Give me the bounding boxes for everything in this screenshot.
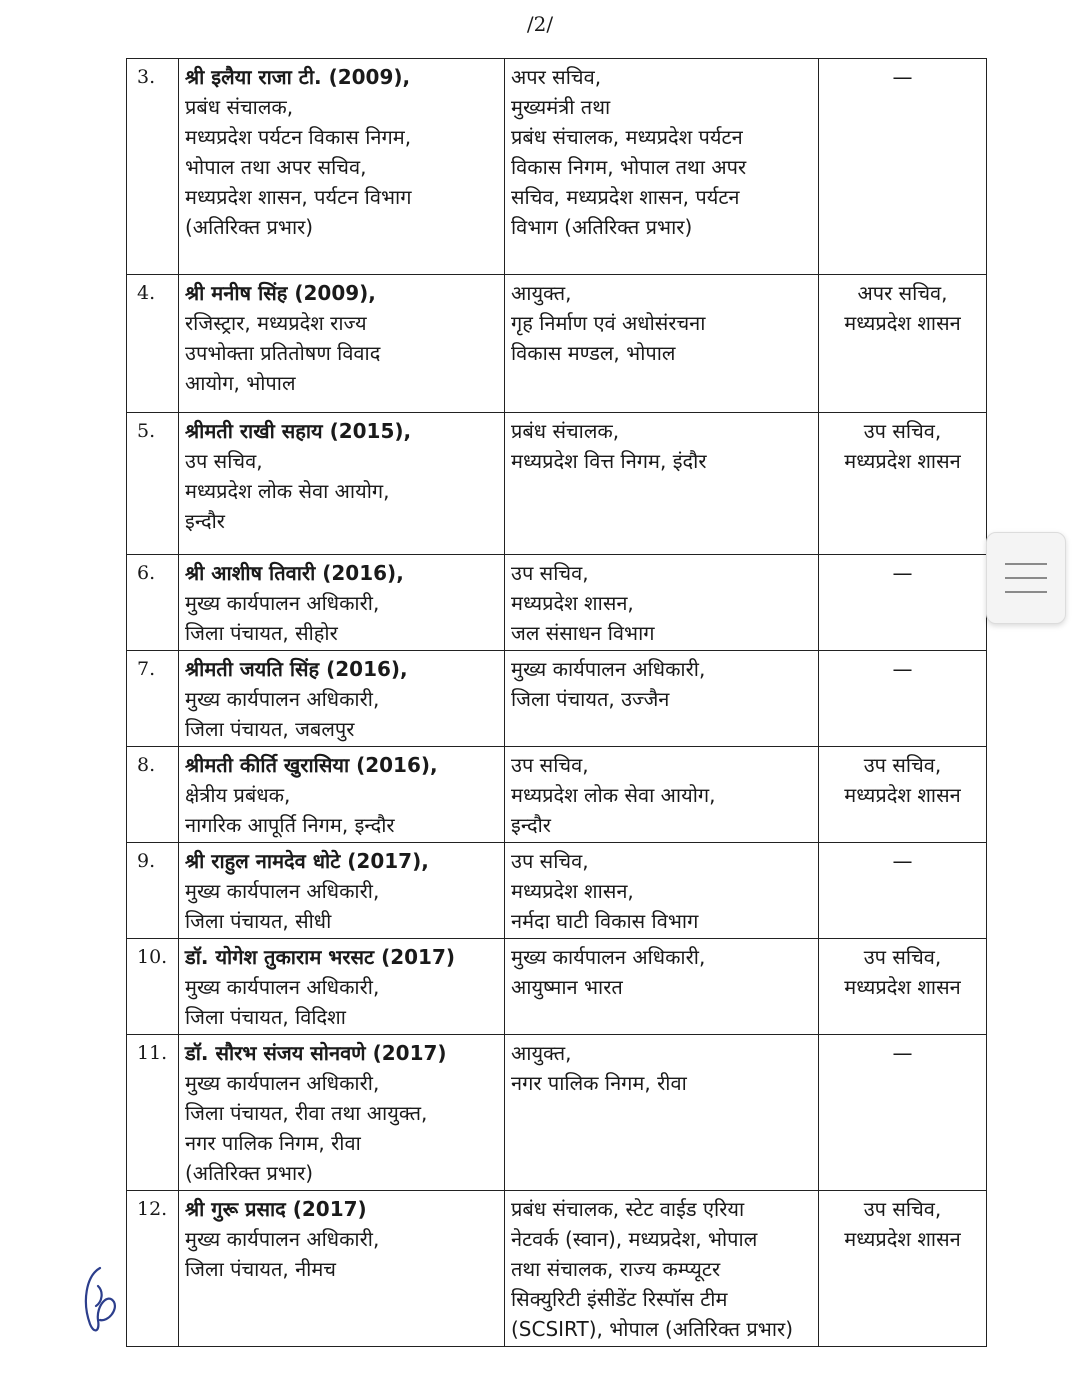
serial-number: 10. [127,939,179,1035]
new-posting-line: (SCSIRT), भोपाल (अतिरिक्त प्रभार) [511,1317,794,1341]
new-posting-line: गृह निर्माण एवं अधोसंरचना [511,311,706,335]
remark-line: — [892,65,913,89]
serial-number: 6. [127,555,179,651]
serial-number: 8. [127,747,179,843]
current-posting-line: जिला पंचायत, सीहोर [185,621,338,645]
remark-cell [819,1191,987,1347]
current-posting-cell [179,413,505,555]
new-posting-line: मुख्यमंत्री तथा [511,95,611,119]
new-posting-line: सिक्युरिटी इंसीडेंट रिस्पॉस टीम [511,1287,728,1311]
officer-name: डॉ. सौरभ संजय सोनवणे (2017) [185,1041,447,1065]
current-posting-cell [179,747,505,843]
officer-name: श्रीमती कीर्ति खुरासिया (2016), [185,753,438,777]
current-posting-line: रजिस्ट्रार, मध्यप्रदेश राज्य [185,311,367,335]
remark-line: मध्यप्रदेश शासन [844,975,961,999]
transfer-table-container [126,58,986,1347]
current-posting-line: मुख्य कार्यपालन अधिकारी, [185,1071,380,1095]
table-row [127,413,987,555]
officer-name: श्री गुरू प्रसाद (2017) [185,1197,367,1221]
serial-number: 7. [127,651,179,747]
current-posting-cell [179,651,505,747]
remark-cell [819,747,987,843]
current-posting-line: (अतिरिक्त प्रभार) [185,1161,314,1185]
current-posting-cell [179,275,505,413]
remark-cell [819,555,987,651]
officer-name: श्री मनीष सिंह (2009), [185,281,376,305]
current-posting-line: उप सचिव, [185,449,263,473]
new-posting-cell [505,747,819,843]
current-posting-cell [179,555,505,651]
table-row [127,275,987,413]
current-posting-line: मध्यप्रदेश पर्यटन विकास निगम, [185,125,412,149]
current-posting-line: मुख्य कार्यपालन अधिकारी, [185,879,380,903]
remark-cell [819,651,987,747]
transfer-table [126,58,987,1347]
current-posting-line: उपभोक्ता प्रतितोषण विवाद [185,341,381,365]
serial-number: 4. [127,275,179,413]
remark-line: — [892,849,913,873]
new-posting-cell [505,275,819,413]
remark-cell [819,843,987,939]
remark-cell [819,939,987,1035]
table-row [127,1191,987,1347]
officer-name: श्रीमती जयति सिंह (2016), [185,657,408,681]
new-posting-line: नर्मदा घाटी विकास विभाग [511,909,699,933]
new-posting-line: आयुक्त, [511,281,572,305]
current-posting-line: प्रबंध संचालक, [185,95,294,119]
current-posting-line: जिला पंचायत, रीवा तथा आयुक्त, [185,1101,428,1125]
new-posting-line: इन्दौर [511,813,551,837]
new-posting-cell [505,843,819,939]
menu-line-icon [1005,591,1047,593]
new-posting-cell [505,555,819,651]
current-posting-line: मध्यप्रदेश शासन, पर्यटन विभाग [185,185,412,209]
page-number: /2/ [526,12,554,36]
new-posting-line: मध्यप्रदेश लोक सेवा आयोग, [511,783,716,807]
current-posting-line: इन्दौर [185,509,225,533]
current-posting-line: मुख्य कार्यपालन अधिकारी, [185,975,380,999]
table-row [127,555,987,651]
new-posting-line: उप सचिव, [511,753,589,777]
current-posting-cell [179,1191,505,1347]
table-row [127,1035,987,1191]
current-posting-line: भोपाल तथा अपर सचिव, [185,155,367,179]
new-posting-line: प्रबंध संचालक, [511,419,620,443]
serial-number: 9. [127,843,179,939]
remark-cell [819,59,987,275]
menu-line-icon [1005,563,1047,565]
new-posting-line: जल संसाधन विभाग [511,621,655,645]
current-posting-line: मुख्य कार्यपालन अधिकारी, [185,1227,380,1251]
table-row [127,59,987,275]
current-posting-line: नगर पालिक निगम, रीवा [185,1131,361,1155]
new-posting-line: आयुक्त, [511,1041,572,1065]
current-posting-line: क्षेत्रीय प्रबंधक, [185,783,291,807]
menu-handle-button[interactable] [986,532,1066,624]
current-posting-line: नागरिक आपूर्ति निगम, इन्दौर [185,813,395,837]
current-posting-line: (अतिरिक्त प्रभार) [185,215,314,239]
remark-line: उप सचिव, [863,419,942,443]
remark-line: उप सचिव, [863,753,942,777]
serial-number: 11. [127,1035,179,1191]
current-posting-line: मुख्य कार्यपालन अधिकारी, [185,687,380,711]
serial-number: 5. [127,413,179,555]
remark-line: अपर सचिव, [857,281,948,305]
new-posting-cell [505,1191,819,1347]
new-posting-line: मध्यप्रदेश शासन, [511,591,634,615]
new-posting-line: नगर पालिक निगम, रीवा [511,1071,687,1095]
new-posting-line: तथा संचालक, राज्य कम्प्यूटर [511,1257,721,1281]
remark-line: मध्यप्रदेश शासन [844,449,961,473]
new-posting-line: आयुष्मान भारत [511,975,623,999]
current-posting-cell [179,1035,505,1191]
remark-line: — [892,1041,913,1065]
new-posting-line: जिला पंचायत, उज्जैन [511,687,670,711]
new-posting-line: प्रबंध संचालक, स्टेट वाईड एरिया [511,1197,745,1221]
table-row [127,747,987,843]
current-posting-cell [179,843,505,939]
current-posting-line: मुख्य कार्यपालन अधिकारी, [185,591,380,615]
current-posting-cell [179,59,505,275]
new-posting-line: विभाग (अतिरिक्त प्रभार) [511,215,693,239]
table-row [127,939,987,1035]
new-posting-cell [505,1035,819,1191]
current-posting-line: मध्यप्रदेश लोक सेवा आयोग, [185,479,390,503]
new-posting-line: उप सचिव, [511,561,589,585]
current-posting-line: आयोग, भोपाल [185,371,296,395]
remark-cell [819,413,987,555]
new-posting-line: विकास निगम, भोपाल तथा अपर [511,155,747,179]
new-posting-line: प्रबंध संचालक, मध्यप्रदेश पर्यटन [511,125,743,149]
new-posting-line: विकास मण्डल, भोपाल [511,341,676,365]
menu-line-icon [1005,577,1047,579]
current-posting-line: जिला पंचायत, जबलपुर [185,717,355,741]
remark-cell [819,1035,987,1191]
current-posting-line: जिला पंचायत, विदिशा [185,1005,346,1029]
current-posting-line: जिला पंचायत, सीधी [185,909,332,933]
officer-name: श्रीमती राखी सहाय (2015), [185,419,412,443]
new-posting-line: मुख्य कार्यपालन अधिकारी, [511,657,706,681]
new-posting-line: उप सचिव, [511,849,589,873]
new-posting-line: नेटवर्क (स्वान), मध्यप्रदेश, भोपाल [511,1227,758,1251]
remark-cell [819,275,987,413]
table-row [127,651,987,747]
remark-line: — [892,561,913,585]
current-posting-cell [179,939,505,1035]
officer-name: श्री इलैया राजा टी. (2009), [185,65,411,89]
serial-number: 12. [127,1191,179,1347]
remark-line: मध्यप्रदेश शासन [844,783,961,807]
remark-line: उप सचिव, [863,1197,942,1221]
remark-line: मध्यप्रदेश शासन [844,1227,961,1251]
transfer-table-body [127,59,987,1347]
officer-name: डॉ. योगेश तुकाराम भरसट (2017) [185,945,456,969]
table-row [127,843,987,939]
new-posting-line: मध्यप्रदेश शासन, [511,879,634,903]
officer-name: श्री राहुल नामदेव धोटे (2017), [185,849,429,873]
officer-name: श्री आशीष तिवारी (2016), [185,561,404,585]
serial-number: 3. [127,59,179,275]
new-posting-line: मध्यप्रदेश वित्त निगम, इंदौर [511,449,707,473]
new-posting-cell [505,651,819,747]
remark-line: मध्यप्रदेश शासन [844,311,961,335]
remark-line: — [892,657,913,681]
remark-line: उप सचिव, [863,945,942,969]
new-posting-cell [505,939,819,1035]
new-posting-line: अपर सचिव, [511,65,602,89]
signature-mark [78,1262,122,1338]
new-posting-cell [505,413,819,555]
new-posting-line: सचिव, मध्यप्रदेश शासन, पर्यटन [511,185,740,209]
current-posting-line: जिला पंचायत, नीमच [185,1257,337,1281]
new-posting-line: मुख्य कार्यपालन अधिकारी, [511,945,706,969]
new-posting-cell [505,59,819,275]
